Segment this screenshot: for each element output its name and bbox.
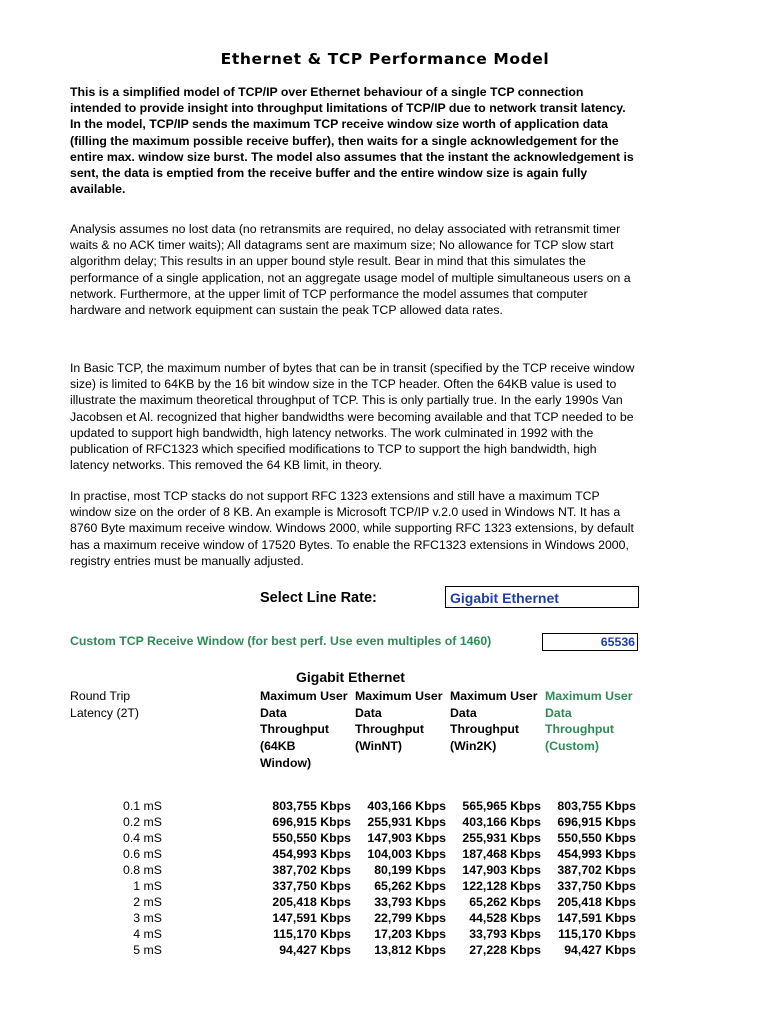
latency-cell: 5 mS — [133, 943, 162, 957]
throughput-cell: 337,750 Kbps — [557, 879, 636, 893]
throughput-cell: 565,965 Kbps — [462, 799, 541, 813]
throughput-cell: 94,427 Kbps — [564, 943, 636, 957]
throughput-cell: 115,170 Kbps — [558, 927, 636, 941]
throughput-cell: 255,931 Kbps — [462, 831, 541, 845]
throughput-cell: 65,262 Kbps — [374, 879, 446, 893]
throughput-cell: 17,203 Kbps — [374, 927, 446, 941]
throughput-cell: 104,003 Kbps — [367, 847, 446, 861]
column-header-line: Throughput — [260, 722, 329, 737]
throughput-cell: 147,903 Kbps — [462, 863, 541, 877]
table-row — [70, 926, 650, 942]
throughput-cell: 403,166 Kbps — [462, 815, 541, 829]
column-header-line: Throughput — [545, 722, 614, 737]
throughput-cell: 33,793 Kbps — [374, 895, 446, 909]
throughput-cell: 403,166 Kbps — [367, 799, 446, 813]
throughput-cell: 550,550 Kbps — [272, 831, 351, 845]
table-row — [70, 894, 650, 910]
throughput-cell: 696,915 Kbps — [272, 815, 351, 829]
column-header-line: Data — [260, 705, 287, 720]
intro-paragraph: This is a simplified model of TCP/IP over Ethernet behaviour of a single TCP connection intended to provide insight into throughput limitations of TCP/IP due to network transit latency. In the model, TCP/IP sends the maximum TCP receive window size worth of application data (filling the maximum possible receive buffer), then waits for a single acknowledgement for the entire max. window size burst. The model also assumes that the instant the acknowledgement is sent, the data is emptied from the receive buffer and the entire window size is again fully available. — [70, 85, 634, 197]
throughput-cell: 205,418 Kbps — [272, 895, 351, 909]
throughput-cell: 80,199 Kbps — [374, 863, 446, 877]
table-row — [70, 862, 650, 878]
table-row — [70, 846, 650, 862]
table-title: Gigabit Ethernet — [296, 669, 405, 685]
column-header-line: Data — [355, 705, 382, 720]
table-row — [70, 910, 650, 926]
throughput-cell: 44,528 Kbps — [469, 911, 541, 925]
latency-cell: 0.6 mS — [123, 847, 162, 861]
throughput-cell: 13,812 Kbps — [374, 943, 446, 957]
throughput-cell: 147,591 Kbps — [272, 911, 351, 925]
throughput-cell: 803,755 Kbps — [272, 799, 351, 813]
throughput-cell: 27,228 Kbps — [469, 943, 541, 957]
column-header-line: Round Trip — [70, 689, 131, 703]
column-header-line: Latency (2T) — [70, 705, 140, 720]
line-rate-select[interactable]: Gigabit Ethernet — [445, 586, 639, 608]
column-header-0 — [70, 688, 139, 721]
column-header-line: Maximum User — [545, 689, 633, 703]
page-title: Ethernet & TCP Performance Model — [220, 50, 550, 68]
throughput-cell: 454,993 Kbps — [272, 847, 351, 861]
latency-cell: 0.8 mS — [123, 863, 162, 877]
column-header-line: Maximum User — [355, 689, 443, 703]
latency-cell: 1 mS — [133, 879, 162, 893]
throughput-cell: 147,903 Kbps — [367, 831, 446, 845]
column-header-line: (WinNT) — [355, 739, 403, 754]
latency-cell: 0.1 mS — [123, 799, 162, 813]
throughput-cell: 22,799 Kbps — [374, 911, 446, 925]
table-row — [70, 830, 650, 846]
latency-cell: 4 mS — [133, 927, 162, 941]
latency-cell: 2 mS — [133, 895, 162, 909]
throughput-cell: 803,755 Kbps — [557, 799, 636, 813]
throughput-cell: 122,128 Kbps — [462, 879, 541, 893]
throughput-cell: 115,170 Kbps — [273, 927, 351, 941]
throughput-cell: 255,931 Kbps — [367, 815, 446, 829]
throughput-cell: 187,468 Kbps — [462, 847, 541, 861]
custom-window-input[interactable]: 65536 — [542, 633, 638, 651]
column-header-line: Data — [545, 705, 572, 720]
line-rate-label: Select Line Rate: — [260, 590, 377, 606]
throughput-cell: 33,793 Kbps — [469, 927, 541, 941]
column-header-line: Data — [450, 705, 477, 720]
latency-cell: 3 mS — [133, 911, 162, 925]
column-header-line: (64KB — [260, 739, 296, 754]
column-header-line: (Win2K) — [450, 739, 497, 754]
throughput-cell: 454,993 Kbps — [557, 847, 636, 861]
throughput-cell: 387,702 Kbps — [272, 863, 351, 877]
table-row — [70, 942, 650, 958]
latency-cell: 0.2 mS — [123, 815, 162, 829]
throughput-cell: 94,427 Kbps — [279, 943, 351, 957]
basic-tcp-paragraph: In Basic TCP, the maximum number of bytes that can be in transit (specified by the TCP receive window size) is limited to 64KB by the 16 bit window size in the TCP header. Often the 64KB value is used to illustrate the maximum theoretical throughput of TCP. This is only partially true. In the early 1990s Van Jacobsen et Al. recognized that higher bandwidths were becoming available and that TCP needed to be updated to support high bandwidth, high latency networks. The work culminated in 1992 with the publication of RFC1323 which specified modifications to TCP to support the high bandwidth, high latency networks. This removed the 64 KB limit, in theory. — [70, 361, 635, 473]
column-header-4 — [545, 688, 632, 755]
practise-paragraph: In practise, most TCP stacks do not support RFC 1323 extensions and still have a maximum TCP window size on the order of 8 KB. An example is Microsoft TCP/IP v.2.0 used in Windows NT. It has a 8760 Byte maximum receive window. Windows 2000, while supporting RFC 1323 extensions, by default has a maximum receive window of 17520 Bytes. To enable the RFC1323 extensions in Windows 2000, registry entries must be manually adjusted. — [70, 489, 634, 568]
throughput-cell: 550,550 Kbps — [557, 831, 636, 845]
table-row — [70, 798, 650, 814]
column-header-3 — [450, 688, 537, 755]
throughput-cell: 387,702 Kbps — [557, 863, 636, 877]
throughput-cell: 696,915 Kbps — [557, 815, 636, 829]
column-header-line: Throughput — [355, 722, 424, 737]
throughput-cell: 147,591 Kbps — [557, 911, 636, 925]
column-header-line: (Custom) — [545, 739, 599, 754]
throughput-cell: 65,262 Kbps — [469, 895, 541, 909]
assumptions-paragraph: Analysis assumes no lost data (no retransmits are required, no delay associated with retransmit timer waits & no ACK timer waits); All datagrams sent are maximum size; No allowance for TCP slow start algorithm delay; This results in an upper bound style result. Bear in mind that this simulates the performance of a single application, not an aggregate usage model of multiple simultaneous users on a network. Furthermore, at the upper limit of TCP performance the model assumes that computer hardware and network equipment can sustain the peak TCP allowed data rates. — [70, 222, 631, 318]
table-row — [70, 814, 650, 830]
column-header-line: Window) — [260, 755, 312, 770]
column-header-line: Throughput — [450, 722, 519, 737]
column-header-1 — [260, 688, 347, 772]
latency-cell: 0.4 mS — [123, 831, 162, 845]
throughput-cell: 337,750 Kbps — [272, 879, 351, 893]
column-header-line: Maximum User — [450, 689, 538, 703]
throughput-cell: 205,418 Kbps — [557, 895, 636, 909]
custom-window-label: Custom TCP Receive Window (for best perf. Use even multiples of 1460) — [70, 634, 492, 648]
column-header-line: Maximum User — [260, 689, 348, 703]
column-header-2 — [355, 688, 442, 755]
table-row — [70, 878, 650, 894]
